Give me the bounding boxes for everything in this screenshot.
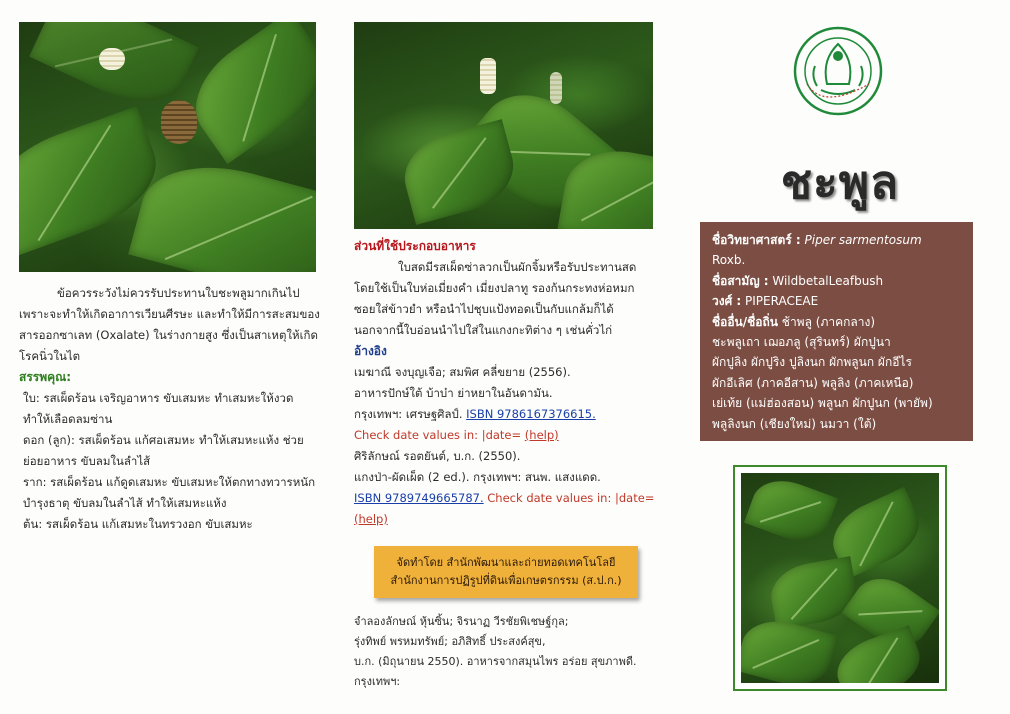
- ref2-help-link[interactable]: (help): [354, 512, 388, 526]
- property-leaf: ใบ: รสเผ็ดร้อน เจริญอาหาร ขับเสมหะ ทำเสมหะให้งวด ทำให้เลือดลมซ่าน: [23, 391, 294, 426]
- common-name-label: ชื่อสามัญ :: [712, 273, 769, 288]
- ref2-authors: ศิริลักษณ์ รอตยันต์, บ.ก. (2550).: [354, 449, 521, 463]
- scientific-name: Piper sarmentosum: [804, 233, 922, 247]
- other-names-label: ชื่ออื่น/ชื่อถิ่น: [712, 314, 778, 329]
- left-text-column: [19, 283, 322, 535]
- ref1-isbn-link[interactable]: ISBN 9786167376615.: [466, 407, 596, 421]
- ref2-date-error: Check date values in: |date=: [487, 491, 655, 505]
- scientific-name-row: [712, 230, 963, 250]
- plant-info-box: [700, 222, 973, 441]
- agency-logo-seal: [793, 26, 883, 116]
- common-name: WildbetalLeafbush: [772, 273, 884, 288]
- family-name: PIPERACEAE: [745, 294, 819, 309]
- middle-text-column: [354, 236, 656, 530]
- properties-heading: สรรพคุณ:: [19, 370, 72, 384]
- property-flower: ดอก (ลูก): รสเผ็ดร้อน แก้ศอเสมหะ ทำให้เสมหะแห้ง ช่วยย่อยอาหาร ขับลมในลำไส้: [23, 433, 304, 468]
- other-names-first: ช้าพลู (ภาคกลาง): [781, 314, 876, 329]
- ref1-help-link[interactable]: (help): [524, 428, 559, 442]
- ref1-date-error: Check date values in: |date=: [354, 428, 522, 442]
- ref2-title: แกงป่า-ผัดเผ็ด (2 ed.). กรุงเทพฯ: สนพ. แสงแดด.: [354, 470, 601, 484]
- other-names-line: พลูลิงนก (เชียงใหม่) นมวา (ใต้): [712, 416, 877, 431]
- scientific-name-label: ชื่อวิทยาศาสตร์ :: [712, 233, 801, 247]
- property-root: ราก: รสเผ็ดร้อน แก้ดูดเสมหะ ขับเสมหะให้ตกทางทวารหนัก บำรุงธาตุ ขับลมในลำไส้ ทำให้เสมหะแห้ง: [23, 475, 316, 510]
- plant-photo-spike: [354, 22, 653, 229]
- other-names-line: ผักอีเลิศ (ภาคอีสาน) พลูลิง (ภาคเหนือ): [712, 375, 914, 390]
- publisher-box: [374, 546, 638, 598]
- food-use-heading: ส่วนที่ใช้ประกอบอาหาร: [354, 239, 476, 253]
- ref1-title: อาหารปักษ์ใต้ บ้าบ๋า ย่าหยาในอันดามัน.: [354, 386, 553, 400]
- other-names-line: เย่เท้ย (แม่ฮ่องสอน) พลูนก ผักปูนก (พายัพ): [712, 396, 933, 411]
- ref2-isbn-line: [354, 488, 656, 509]
- other-names-line: ผักปูลิง ผักปูริง ปูลิงนก ผักพลูนก ผักอีไร: [712, 355, 912, 370]
- caution-paragraph: ข้อควรระวังไม่ควรรับประทานใบชะพลูมากเกินไป เพราะจะทำให้เกิดอาการเวียนศีรษะ และทำให้มีการสะสมของสารออกซาเลท (Oxalate) ในร่างกายสูง ซึ่งเป็นสาเหตุให้เกิดโรคนิ่วในไต: [19, 286, 320, 363]
- ref2-help-line: [354, 509, 656, 530]
- other-names-row: [712, 312, 963, 332]
- scientific-author: Roxb.: [712, 253, 746, 268]
- food-use-paragraph: ใบสดมีรสเผ็ดซ่าลวกเป็นผักจิ้มหรือรับประทานสด โดยใช้เป็นใบห่อเมี่ยงคำ เมี่ยงปลาทู รองก้นกระทงห่อหมก ซอยใส่ข้าวยำ หรือนำไปชุบแป้งทอดเป็นกับแกล้มก็ได้ นอกจากนี้ใบอ่อนนำไปใส่ในแกงกะทิต่าง ๆ เช่นคั่วไก่: [354, 260, 637, 337]
- credit-line: จำลองลักษณ์ หุ้นซิ้น; จิรนาฏ วีรชัยพิเชษฐ์กุล;: [354, 615, 569, 628]
- family-row: [712, 291, 963, 311]
- plant-photo-flowers: [19, 22, 316, 272]
- publisher-line-2: สำนักงานการปฏิรูปที่ดินเพื่อเกษตรกรรม (ส.ป.ก.): [390, 574, 622, 587]
- credit-line: กรุงเทพฯ:: [354, 675, 401, 688]
- property-stem: ต้น: รสเผ็ดร้อน แก้เสมหะในทรวงอก ขับเสมหะ: [23, 517, 253, 531]
- ref1-error: [354, 425, 656, 446]
- plant-title: ชะพูล: [780, 155, 900, 209]
- reference-heading: อ้างอิง: [354, 344, 387, 358]
- ref2-isbn-link[interactable]: ISBN 9789749665787.: [354, 491, 484, 505]
- plant-photo-frame: [733, 465, 947, 691]
- ref1-publisher: [354, 404, 656, 425]
- common-name-row: [712, 271, 963, 291]
- other-names-line: ชะพลูเถา เฌอภลู (สุรินทร์) ผักปูนา: [712, 335, 891, 350]
- family-label: วงศ์ :: [712, 294, 742, 309]
- ref1-authors: เมฆาณี จงบุญเจือ; สมพิศ คลี่ขยาย (2556).: [354, 365, 571, 379]
- credit-line: รุ่งทิพย์ พรหมทรัพย์; อภิสิทธิ์ ประสงค์สุข,: [354, 635, 546, 648]
- publisher-line-1: จัดทำโดย สำนักพัฒนาและถ่ายทอดเทคโนโลยี: [396, 556, 616, 569]
- credit-block: [354, 612, 664, 692]
- ref1-publisher-text: กรุงเทพฯ: เศรษฐศิลป์.: [354, 407, 463, 421]
- credit-line: บ.ก. (มิถุนายน 2550). อาหารจากสมุนไพร อร่อย สุขภาพดี.: [354, 655, 637, 668]
- plant-photo-leaves: [741, 473, 939, 683]
